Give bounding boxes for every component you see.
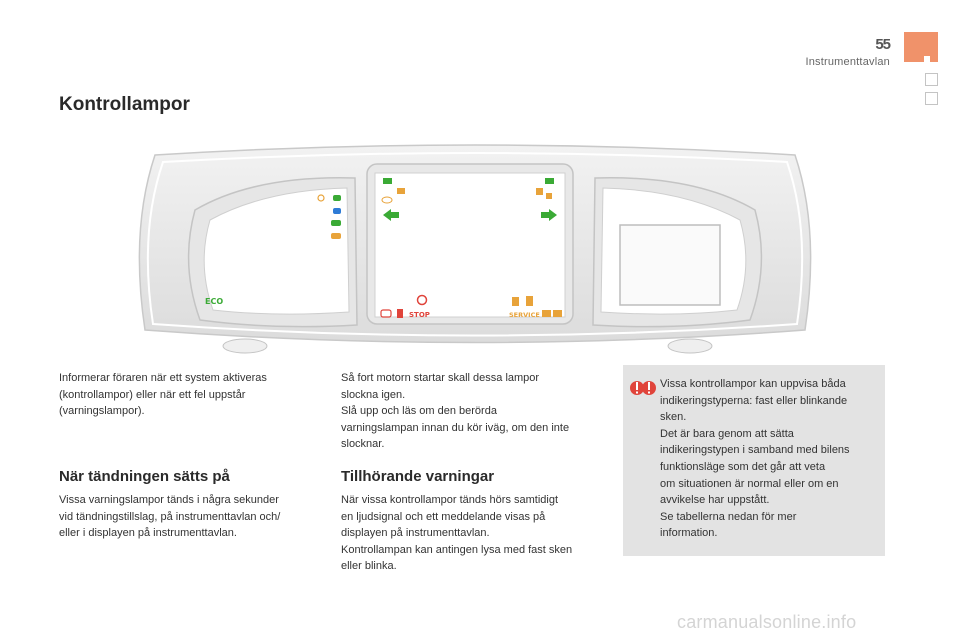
note-line: om situationen är normal eller om en bbox=[660, 477, 839, 490]
note-line: funktionsläge som det går att veta bbox=[660, 460, 826, 473]
intro-line: (varningslampor). bbox=[59, 405, 145, 418]
note-line: avvikelse har uppstått. bbox=[660, 494, 770, 507]
page-number: 55 bbox=[875, 36, 890, 53]
note-line: Se tabellerna nedan för mer bbox=[660, 510, 797, 523]
body-line: När vissa kontrollampor tänds hörs samtidigt bbox=[341, 494, 559, 506]
dipped-beam-icon bbox=[333, 195, 341, 201]
orange-icon-6 bbox=[553, 310, 562, 317]
intro-line: Informerar föraren när ett system aktiveras bbox=[59, 372, 267, 384]
service-indicator: SERVICE bbox=[509, 311, 540, 319]
seatbelt-icon bbox=[397, 309, 403, 318]
instrument-cluster-illustration bbox=[125, 140, 825, 367]
orange-icon-4 bbox=[526, 296, 533, 306]
ignition-heading: När tändningen sätts på bbox=[59, 468, 230, 485]
note-box bbox=[623, 365, 885, 556]
top-right-icon bbox=[545, 178, 554, 184]
warnings-paragraph bbox=[341, 492, 606, 575]
note-line: sken. bbox=[660, 411, 687, 424]
left-trip-button bbox=[223, 339, 267, 353]
body-line: Slå upp och läs om den berörda bbox=[341, 405, 497, 418]
body-line: slockna igen. bbox=[341, 388, 406, 401]
body-line: en ljudsignal och ett meddelande visas på bbox=[341, 510, 546, 523]
orange-icon-3 bbox=[546, 193, 552, 199]
orange-icon-1 bbox=[397, 188, 405, 194]
body-line: varningslampan innan du kör iväg, om den inte bbox=[341, 421, 570, 434]
page-title: Kontrollampor bbox=[59, 94, 190, 115]
right-display-screen bbox=[620, 225, 720, 305]
warning-exclamation-icon bbox=[630, 377, 656, 399]
chapter-tab-empty-2[interactable] bbox=[925, 92, 938, 105]
body-line: displayen på instrumenttavlan. bbox=[341, 527, 490, 540]
note-line: indikeringstypen i samband med bilens bbox=[660, 444, 850, 457]
main-beam-icon bbox=[333, 208, 341, 214]
body-line: Vissa varningslampor tänds i några sekunder bbox=[59, 494, 279, 506]
body-line: slocknar. bbox=[341, 438, 385, 451]
right-trip-button bbox=[668, 339, 712, 353]
intro-line: (kontrollampor) eller när ett fel uppstår bbox=[59, 388, 246, 401]
body-line: vid tändningstillslag, på instrumenttavlan och/ bbox=[59, 510, 281, 523]
rear-fog-icon bbox=[331, 233, 341, 239]
stop-indicator: STOP bbox=[409, 311, 430, 319]
instrument-cluster-svg bbox=[125, 140, 825, 362]
note-text bbox=[660, 376, 880, 542]
section-label: Instrumenttavlan bbox=[805, 56, 890, 68]
body-line: Kontrollampan kan antingen lysa med fast sken bbox=[341, 543, 573, 556]
body-line: eller blinka. bbox=[341, 560, 397, 573]
engine-start-paragraph bbox=[341, 370, 606, 453]
watermark[interactable]: carmanualsonline.info bbox=[677, 612, 857, 632]
fuel-icon bbox=[512, 297, 519, 306]
top-left-icon bbox=[383, 178, 392, 184]
body-line: Så fort motorn startar skall dessa lampor bbox=[341, 372, 540, 384]
chapter-tab[interactable] bbox=[904, 32, 938, 62]
chapter-tab-marker bbox=[924, 56, 930, 62]
ignition-paragraph bbox=[59, 492, 321, 542]
note-line: indikeringstyperna: fast eller blinkande bbox=[660, 394, 848, 407]
warnings-heading: Tillhörande varningar bbox=[341, 468, 495, 485]
chapter-tab-empty-1[interactable] bbox=[925, 73, 938, 86]
note-line: information. bbox=[660, 527, 718, 540]
note-line: Vissa kontrollampor kan uppvisa båda bbox=[660, 378, 846, 390]
body-line: eller i displayen på instrumenttavlan. bbox=[59, 527, 237, 540]
intro-paragraph bbox=[59, 370, 319, 420]
note-line: Det är bara genom att sätta bbox=[660, 427, 794, 440]
eco-indicator: ECO bbox=[205, 297, 224, 306]
orange-icon-5 bbox=[542, 310, 551, 317]
orange-icon-2 bbox=[536, 188, 543, 195]
front-fog-icon bbox=[331, 220, 341, 226]
